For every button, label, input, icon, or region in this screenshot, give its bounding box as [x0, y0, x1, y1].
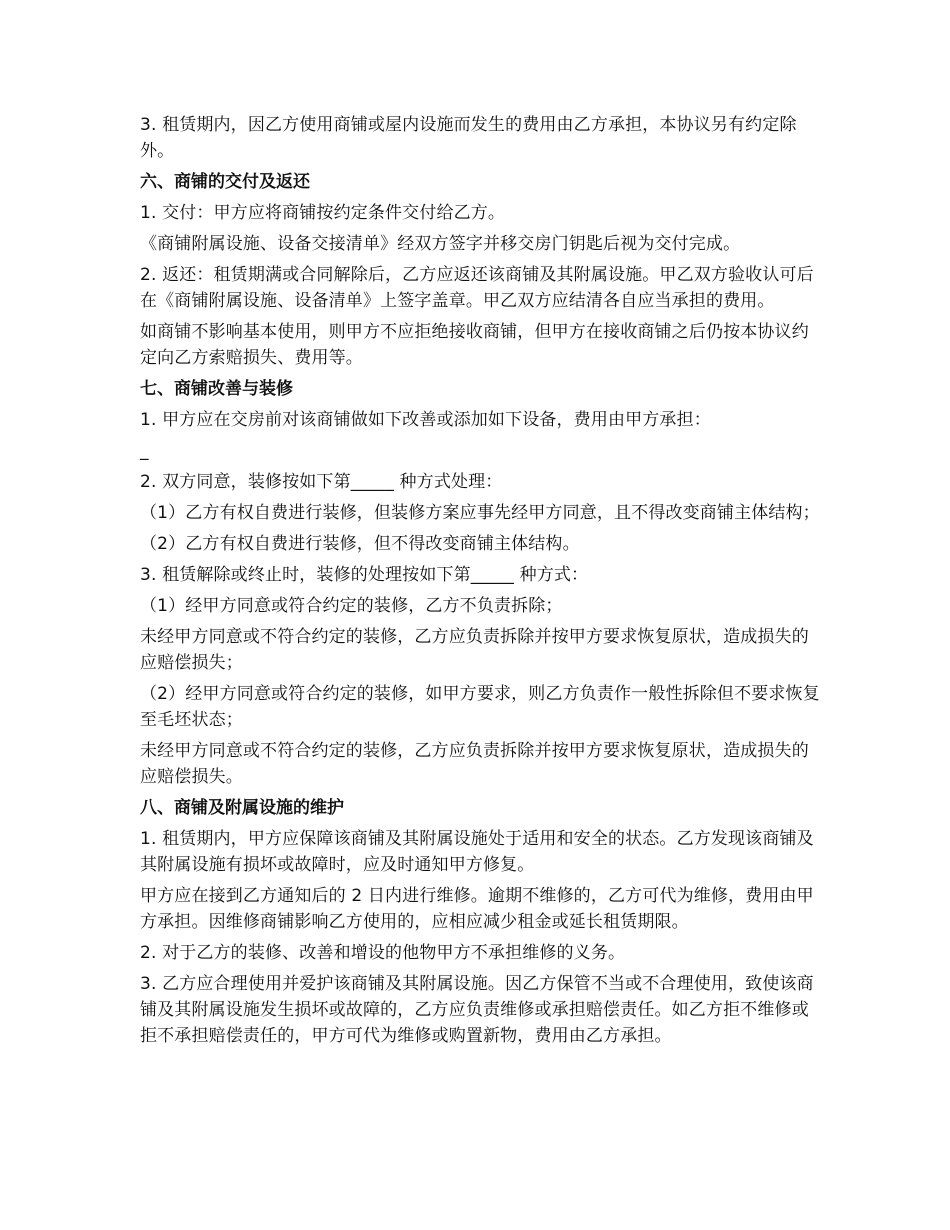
section-heading: 八、商铺及附属设施的维护: [140, 798, 344, 818]
paragraph: 甲方应在接到乙方通知后的 2 日内进行维修。逾期不维修的，乙方可代为维修，费用由甲方承担。因维修商铺影响乙方使用的，应相应减少租金或延长租赁期限。: [140, 886, 814, 932]
paragraph: 1. 甲方应在交房前对该商铺做如下改善或添加如下设备，费用由甲方承担：: [140, 410, 711, 430]
paragraph: 3. 租赁解除或终止时，装修的处理按如下第_____ 种方式：: [140, 565, 589, 585]
paragraph: 2. 返还：租赁期满或合同解除后，乙方应返还该商铺及其附属设施。甲乙双方验收认可后在《商铺附属设施、设备清单》上签字盖章。甲乙双方应结清各自应当承担的费用。: [140, 265, 814, 311]
blank-line: _: [140, 441, 149, 461]
paragraph: 2. 双方同意，装修按如下第_____ 种方式处理：: [140, 472, 503, 492]
paragraph: 未经甲方同意或不符合约定的装修，乙方应负责拆除并按甲方要求恢复原状，造成损失的应赔偿损失。: [140, 741, 809, 787]
section-heading: 七、商铺改善与装修: [140, 379, 293, 399]
paragraph: 如商铺不影响基本使用，则甲方不应拒绝接收商铺，但甲方在接收商铺之后仍按本协议约定向乙方索赔损失、费用等。: [140, 322, 809, 368]
paragraph: （2）经甲方同意或符合约定的装修，如甲方要求，则乙方负责作一般性拆除但不要求恢复至毛坯状态；: [140, 684, 820, 730]
paragraph: 3. 租赁期内，因乙方使用商铺或屋内设施而发生的费用由乙方承担，本协议另有约定除外。: [140, 115, 797, 161]
paragraph: 2. 对于乙方的装修、改善和增设的他物甲方不承担维修的义务。: [140, 943, 626, 963]
paragraph: 未经甲方同意或不符合约定的装修，乙方应负责拆除并按甲方要求恢复原状，造成损失的应赔偿损失；: [140, 627, 809, 673]
paragraph: 1. 租赁期内，甲方应保障该商铺及其附属设施处于适用和安全的状态。乙方发现该商铺及其附属设施有损坏或故障时，应及时通知甲方修复。: [140, 829, 814, 875]
paragraph: 3. 乙方应合理使用并爱护该商铺及其附属设施。因乙方保管不当或不合理使用，致使该商铺及其附属设施发生损坏或故障的，乙方应负责维修或承担赔偿责任。如乙方拒不维修或拒不承担赔偿责任的，甲方可代为维修或购置新物，费用由乙方承担。: [140, 974, 814, 1046]
paragraph: （2）乙方有权自费进行装修，但不得改变商铺主体结构。: [140, 534, 580, 554]
paragraph: （1）乙方有权自费进行装修，但装修方案应事先经甲方同意，且不得改变商铺主体结构；: [140, 503, 820, 523]
paragraph: 《商铺附属设施、设备交接清单》经双方签字并移交房门钥匙后视为交付完成。: [140, 234, 741, 254]
paragraph: （1）经甲方同意或符合约定的装修，乙方不负责拆除；: [140, 596, 563, 616]
section-heading: 六、商铺的交付及返还: [140, 172, 310, 192]
document-page: [140, 112, 820, 1054]
paragraph: 1. 交付：甲方应将商铺按约定条件交付给乙方。: [140, 203, 506, 223]
